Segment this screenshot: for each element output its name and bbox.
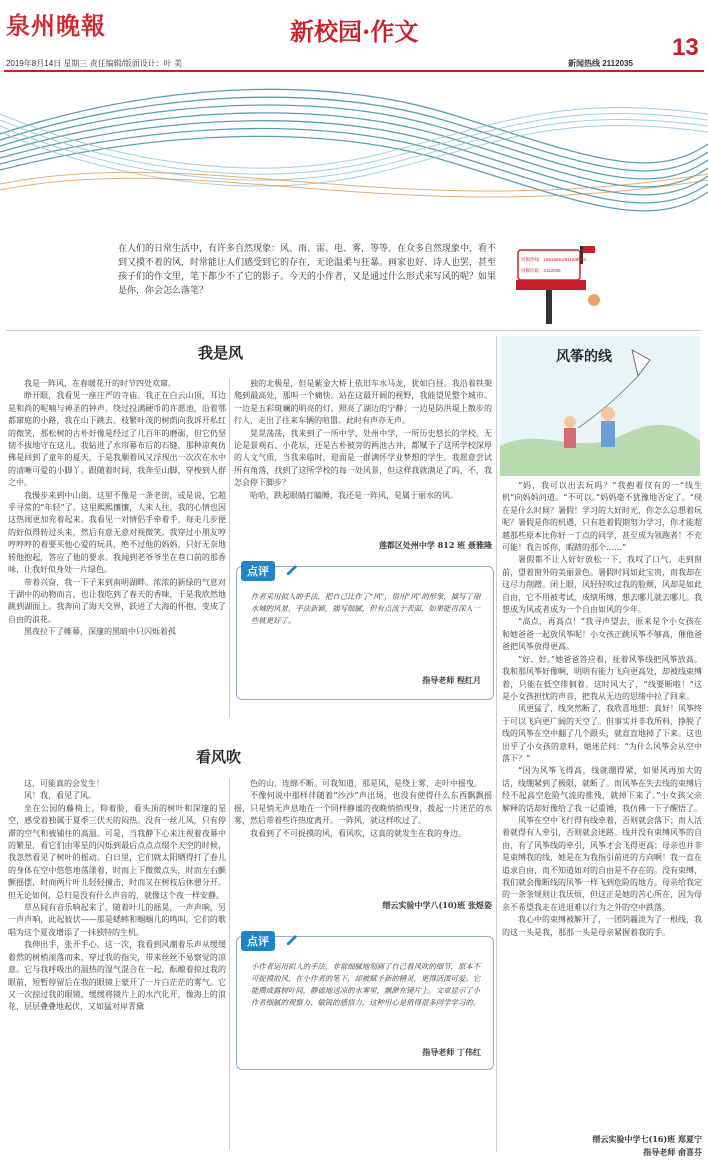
paragraph: 暑假都不让人好好放松一下，我叹了口气，走到窗前，望着窗外的美丽景色。暑假时间如此宝贵，而我却在这尽力削蹭。闭上眼，风轻轻吹过我的脸颊，风却是如此自由，它不用被考试、成绩所缚，想去哪儿就去哪儿。我想成为风或者成为一个自由如风的少年。	[502, 555, 702, 615]
news-hotline: 新闻热线 2112035	[568, 59, 633, 68]
article-1-col-2	[234, 378, 492, 502]
mailbox-line-1: 投稿热线：18616861/9118/8888	[521, 257, 586, 262]
article-3-body	[502, 480, 702, 939]
article-title-3: 风筝的线	[556, 349, 612, 365]
mailbox-illustration	[508, 240, 608, 328]
paragraph: “妈，我可以出去玩吗？”我抱着仅有的一“线生机”向妈妈问道。“不可以。”妈妈毫不犹豫地否定了。“现在是什么时候？暑假！学习的大好时光，你怎么总想着玩呢？暑假是你的机遇，只有趁着假期努力学习，你才能超越那些原本比你好一丁点的同学，甚至成为领跑者！不充可能！我告诉你，暇踏的那个……”	[502, 481, 702, 553]
paragraph: 草丛间有音乐响起来了，随着叶儿的摇晃，一声声响，另一声声响，此起彼伏——那是蟋蟀和蝈蝈儿的鸣叫，它们的歌唱为这个夏夜增添了一抹独特的生机。	[8, 903, 226, 937]
article-3-byline: 缙云实验中学七(16)班 郑夏宁	[592, 1134, 702, 1144]
review-tag: 点评	[241, 561, 275, 581]
article-2-byline: 缙云实验中学八(10)班 张煜姿	[382, 900, 492, 910]
decorative-wave-lines	[0, 74, 708, 244]
pencil-icon	[285, 933, 299, 947]
paragraph: “因为风筝飞得高，线就绷得紧，如果风再加大的话，线绷紧到了极限，就断了。而风筝在失去线的束缚后经不起高空危险气流的推残，就掉下来了。”小女孩父亲解释的话却好像给了我一记重锤，我仿佛一下子醒悟了。	[502, 766, 702, 813]
column-rule	[229, 378, 230, 718]
review-teacher: 指导老师 丁伟红	[422, 1047, 481, 1057]
newspaper-logo: 泉州晚報	[6, 11, 106, 40]
masthead-rule	[4, 70, 704, 72]
paragraph: 带着兴奋，我一下子来到南明湖畔。浓浓的新绿的气息对于湖中的动物而言，也让我吃到了春天的香味，于是我欣然地跳到湖面上。我奔向了海天交界，跃进了大海的怀抱，变成了自由的浪花。	[8, 577, 226, 624]
review-tag: 点评	[241, 931, 275, 951]
paragraph: 这，可能真的会发生！	[24, 779, 104, 788]
page-number: 13	[672, 34, 699, 61]
paragraph: “好、好。”她爸爸答应着，扯着风筝线把风筝放高。我和那风筝好像啊，明明有能力飞向更高处，却被线束缚着，只能在低空徘徊着。这时风大了，“线要断啦！”这是小女孩担忧的声音，把我从无边的思绪中拉了回来。	[502, 654, 702, 701]
paragraph: 不像何说中那样伴随着“沙沙”声出场，也没有使得什么东西飘飘摇摇，只是悄无声息地在一个同样静谧的夜晚悄悄现身，拨起一片迷茫的水雾，然后带着些许热度离开。一阵风，就这样吹过了。	[234, 791, 492, 826]
column-rule	[229, 778, 230, 1150]
paragraph: 黑夜拉下了帷幕，深邃的黑暗中只闪烁着孤	[24, 627, 176, 637]
masthead	[0, 0, 708, 68]
article-title-2: 看风吹	[196, 748, 242, 766]
paragraph: 睁开眼，我看见一座庄严的寺庙。我正在白云山顶，耳边是和尚的呢喃与神圣的钟声。绕过投满硬币的许愿池，沿着鄂都窜庭的小路，我在山下跳去。枝繁叶茂的树荫向我诉开私红的微笑，那松树的古朴好像是经过了几百年的磨砺，但它仍坚韧不拔地守在这儿。我钻进了水帘幕布后的石缝，那种凉爽仿佛是回到了童年的夏天，于是我顺着风又浮现出一次次在水中的清晰可爱的小脚丫。跟随着时间，我奔至山脚，穿梭到人群之中。	[8, 391, 226, 488]
section-divider	[6, 330, 701, 331]
intro-paragraph: 在人们的日常生活中，有许多自然现象：风、雨、雷、电、雾，等等。在众多自然现象中，看不到又摸不着的风，时常能让人们感受到它的存在，无论温柔与狂暴。画家也好、诗人也罢，甚至孩子们的作文里，笔下都少不了它的影子。今天的小作者，又是通过什么形式来写风的呢？如果是你，你会怎么落笔？	[118, 244, 497, 296]
article-1-byline: 莲都区处州中学 812 班 聂雅隆	[378, 540, 492, 550]
paragraph: 独的北极星，但是紫金大桥上依旧车水马龙，犹如白昼。我沿着铁架爬到最高处，那叫一个痛快。站在这最开阔的视野，我能望见整个城市。一边是五彩斑斓的明亮的灯，照亮了湖边的宁静；一边是防洪堤上散步的行人，走出了往来车辆的喧嚣。此时有声亦无声。	[234, 379, 492, 426]
section-title: 新校园·作文	[290, 17, 419, 46]
paragraph: 我看到了不可捉摸的风，看风吹，这真的就发生在我的身边。	[250, 828, 466, 838]
paragraph: 晃晃荡荡，我来到了一所中学，处州中学，一所历史悠长的学校。无论是景观石、小花坛，还是古朴被旁的两池古井，都赋予了这所学校深厚的人文气质，当我来临时，迎面是一群满怀学业梦想的学生。我愿意尝试所有角落，找到了这所学校的每一处风景，但这样我就满足了吗，不，我怎会停下脚步？	[234, 428, 492, 488]
review-teacher: 指导老师 程红月	[422, 675, 481, 685]
mailbox-line-2: 投稿信箱：2112035	[521, 268, 561, 273]
review-box-2	[236, 936, 494, 1070]
paragraph: 我心中的束缚被解开了，一团阴霾淡为了一根线，我的这一头是我，那那一头是母亲紧握着我的手。	[502, 915, 702, 937]
paragraph: 我慢步来到中山街，这里不像是一条老街，或是说，它超乎寻常的“年轻”了。这里熙熙攘攘，人来人往，我的心情也因这热闹更加充着起来。我看见一对情侣手牵着手，每走几步便的好似得转过头来，然后有意无意对视微笑。我穿过小朋友哼哼哼哼的着要买他心爱的玩具，绝不过他的妈妈，只好无奈地转他抱起，答应了他的要求。我闻到老爷爷坐在巷口前的那香味，让我好似身处一片绿色。	[8, 490, 226, 575]
article-2-col-2	[234, 778, 492, 840]
review-box-1	[236, 566, 494, 700]
paragraph: 色的山，连绵不断。可我知道，那是风，是绕上雾，走叶中摇曳。	[250, 779, 482, 788]
paragraph: 我伸出手，张开手心，这一次，我看到风潮着乐声从缓缓着然的树梢滚落而来，穿过我的指尖，带来丝丝不易察觉的凉意。它与我呼吸出的温热的湿气混合在一起，酝酿着掠过我的眼前，短暂停留后在我的眼镜上蒙开了一片白茫茫的雾气。它又一次掠过我的眼镜，缓缓将镜片上的水汽化开，像海上的浪花，层层叠叠地起伏，又如猛对岸青黛	[8, 940, 226, 1012]
paragraph: 风！我，看见了风。	[24, 791, 96, 801]
paragraph: 风筝在空中飞行得有线牵着，否则就会落下；而人活着就得有人牵引，否则就会迷路。线并没有束缚风筝的自由，有了风筝线的牵引，风筝才会飞得更高；母亲也并非是束缚我的线，她是在为我指引前进的方向啊！我一直在追求自由，而不知道如对的自由是不存在的。没有束缚，我们就会像断线的风筝一样飞到危险的地方。母亲给我定的一条条规则让我厌烦，但这正是她的苦心所在，因为母亲不希望我走在进退难以行为之外的空中跌落。	[502, 815, 702, 912]
article-1-col-1	[8, 378, 226, 639]
paragraph: 我是一阵风，在春暖花开的时节四处欢窜。	[24, 379, 176, 388]
paragraph: “高点，再高点！”我寻声望去，原来是个小女孩在和她爸爸一起放风筝呢！小女孩正跳风筝不够高，催他爸爸把风筝放得更高。	[502, 617, 702, 652]
column-rule	[496, 336, 497, 1152]
dateline: 2019年8月14日 星期三 责任编辑/版面设计：叶 美	[6, 59, 183, 68]
article-title-1: 我是风	[198, 344, 244, 362]
pencil-icon	[285, 563, 299, 577]
article-2-col-1	[8, 778, 226, 1014]
paragraph: 风更猛了，线突然断了，我欣喜地想：真好！风筝终于可以飞向更广阔的天空了。但事实并非我所料，挣脱了线的风筝在空中翻了几个跟头，就直直地掉了下来。这也出乎了小女孩的意料，她迷茫问：“为什么风筝会从空中落下？”	[502, 704, 702, 763]
paragraph: 坐在公园的藤椅上，仰着脸，看头顶的树叶和深邃的星空，感受着独属于夏季三伏天的闷热。没有一丝儿风，只有停滞的空气和被铺住的高温。可是，当我静下心来注视着夜幕中的繁星，看它们由零星的闪烁到最后点点点缀个天空的时候，我忽然看见了树叶的摇动。白日里，它们就太阳晒得打了卷儿的身体在空中悠悠地荡漾着，时而上下微微点头，时而左右颤颤摇摆，时而两片叶儿轻轻撞击，时而又在树枝后休憩分开。但无论如何，总归是没有什么声音的，就像这个夜一样安静。	[8, 803, 226, 900]
review-text: 小作者运用拟人的手法，非常细腻地刻画了自己看风吹的细节，原本不可捉摸的风，在小作者的笔下，却被赋予新的精灵，更得活泼可爱。它能攒成露树叶间，静谧地送凉的水雾里，飘渺在镜片上。文章显示了小作者细腻的观察力、敏锐的感悟力，这种用心是值得很多同学学习的。	[251, 962, 481, 1007]
article-3-teacher: 指导老师 俞喜芬	[643, 1147, 702, 1157]
review-text: 作者采用拟人的手法，把自己比作了“风”，借用“风”的形象，描写了丽水城的风景，手法新颖，描写细腻，但有点流于表面，如果能再深入一些就更好了。	[251, 592, 481, 625]
paragraph: 哈哈，跌起眼睛打瞌睡，我还是一阵风，是属于丽水的风。	[250, 490, 458, 500]
